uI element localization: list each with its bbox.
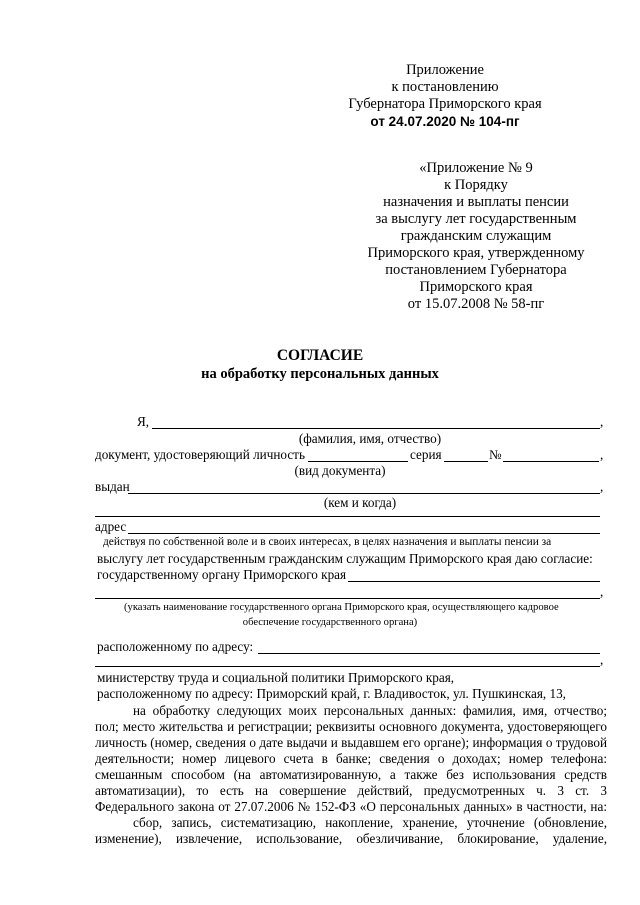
- header-line: к Порядку: [444, 177, 508, 193]
- fio-hint: (фамилия, имя, отчество): [298, 431, 442, 446]
- body-line: пол; место жительства и регистрации; реквизиты основного документа, удостоверяющего: [95, 719, 607, 734]
- comma: ,: [600, 414, 604, 429]
- header-line: Приложение: [406, 62, 484, 78]
- header-date-number: от 24.07.2020 № 104-пг: [370, 114, 520, 129]
- doc-type-hint: (вид документа): [294, 463, 386, 478]
- body-line: изменение), извлечение, использование, обезличивание, блокирование, удаление,: [95, 831, 607, 846]
- ministry-address: расположенному по адресу: Приморский край, г. Владивосток, ул. Пушкинская, 13,: [97, 686, 566, 701]
- comma: ,: [600, 584, 604, 599]
- document-title: СОГЛАСИЕ: [276, 347, 364, 364]
- doc-label: документ, удостоверяющий личность: [95, 447, 305, 462]
- fio-field[interactable]: [152, 428, 600, 429]
- gov-hint-2: обеспечение государственного органа): [242, 617, 418, 628]
- document-subtitle: на обработку персональных данных: [201, 366, 439, 382]
- address-field[interactable]: [128, 533, 600, 534]
- header-line: Губернатора Приморского края: [348, 96, 542, 112]
- acting-text: действуя по собственной воле и в своих интересах, в целях назначения и выплаты пенсии за: [103, 536, 552, 548]
- header-appendix-9: [344, 160, 608, 313]
- doc-type-field[interactable]: [308, 461, 408, 462]
- i-label: Я,: [137, 414, 150, 429]
- gov-body-field-continued[interactable]: [95, 598, 600, 599]
- gov-label: государственному органу Приморского края: [97, 567, 347, 582]
- header-line: постановлением Губернатора: [385, 262, 567, 278]
- header-line: от 15.07.2008 № 58-пг: [407, 296, 545, 312]
- body-line: личность (номер, сведения о дате выдачи и выдавшем его органе); информация о трудовой: [95, 735, 607, 750]
- header-line: назначения и выплаты пенсии: [383, 194, 569, 210]
- header-line: к постановлению: [391, 79, 499, 95]
- series-label: серия: [410, 447, 442, 462]
- number-label: №: [489, 447, 502, 462]
- comma: ,: [600, 479, 604, 494]
- service-text: выслугу лет государственным гражданским служащим Приморского края даю согласие:: [97, 551, 593, 566]
- address-label: адрес: [95, 519, 127, 534]
- header-appendix: [330, 62, 560, 130]
- body-line: автоматизации), то есть на совершение действий, предусмотренных ч. 3 ст. 3: [95, 783, 607, 798]
- header-line: Приморского края: [419, 279, 533, 295]
- gov-address-field[interactable]: [258, 653, 600, 654]
- header-line: Приморского края, утвержденному: [367, 245, 585, 261]
- comma: ,: [600, 447, 604, 462]
- gov-body-field[interactable]: [348, 581, 600, 582]
- comma: ,: [600, 652, 604, 667]
- body-line: смешанным способом (на автоматизированную, а также без использования средств: [95, 767, 607, 782]
- located-label: расположенному по адресу:: [97, 639, 254, 654]
- issued-field[interactable]: [128, 493, 600, 494]
- ministry-text: министерству труда и социальной политики Приморского края,: [97, 670, 455, 685]
- issued-hint: (кем и когда): [323, 495, 397, 510]
- doc-number-field[interactable]: [503, 461, 599, 462]
- header-line: гражданским служащим: [400, 228, 552, 244]
- issued-label: выдан: [95, 479, 130, 494]
- gov-address-field-continued[interactable]: [95, 666, 600, 667]
- header-line: «Приложение № 9: [419, 160, 533, 176]
- series-field[interactable]: [444, 461, 488, 462]
- body-line: сбор, запись, систематизацию, накопление, хранение, уточнение (обновление,: [133, 815, 607, 830]
- issued-field-continued[interactable]: [95, 516, 600, 517]
- body-line: на обработку следующих моих персональных данных: фамилия, имя, отчество;: [133, 703, 607, 718]
- body-line: Федерального закона от 27.07.2006 № 152-ФЗ «О персональных данных» в частности, на:: [95, 799, 607, 814]
- gov-hint-1: (указать наименование государственного органа Приморского края, осуществляющего кадровое: [124, 602, 559, 613]
- header-line: за выслугу лет государственным: [375, 211, 577, 227]
- body-line: деятельности; номер лицевого счета в банке; сведения о доходах; номер телефона:: [95, 751, 607, 766]
